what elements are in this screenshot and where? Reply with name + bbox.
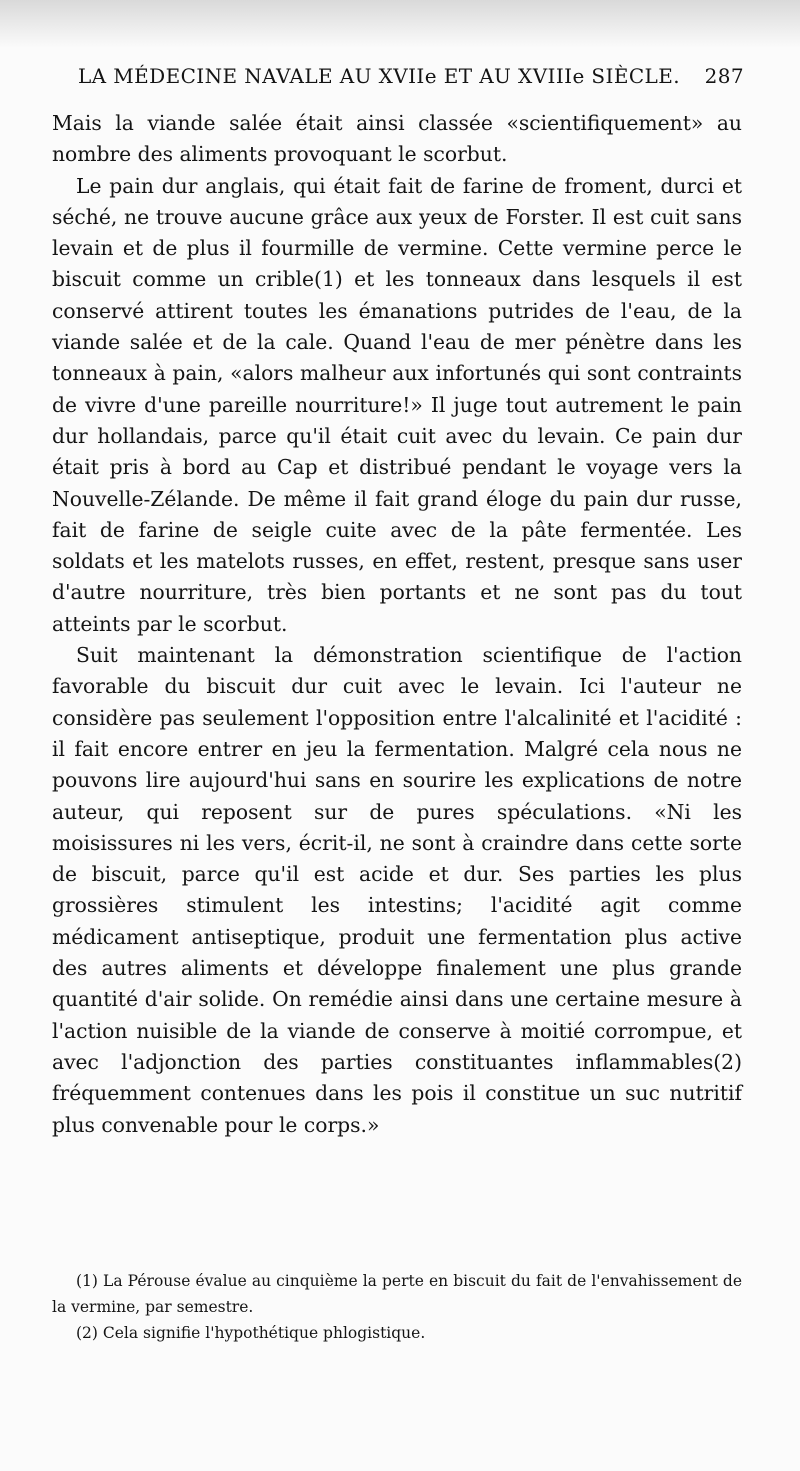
footnote-2: (2) Cela signifie l'hypothétique phlogistique.: [76, 1324, 426, 1342]
paragraph-3: Suit maintenant la démonstration scientifique de l'action favorable du biscuit dur cuit avec le levain. Ici l'auteur ne considère pas seulement l'opposition entre l'alcalinité et l'acidité : il fait encore entrer en jeu la fermentation. Malgré cela nous ne pouvons lire aujourd'hui sans en sourire les explications de notre auteur, qui reposent sur de pures spéculations. «Ni les moisissures ni les vers, écrit-il, ne sont à craindre dans cette sorte de biscuit, parce qu'il est acide et dur. Ses parties les plus grossières stimulent les intestins; l'acidité agit comme médicament antiseptique, produit une fermentation plus active des autres aliments et développe finalement une plus grande quantité d'air solide. On remédie ainsi dans une certaine mesure à l'action nuisible de la viande de conserve à moitié corrompue, et avec l'adjonction des parties constituantes inflammables(2) fréquemment contenues dans les pois il constitue un suc nutritif plus convenable pour le corps.»: [52, 643, 742, 1137]
running-head-title: LA MÉDECINE NAVALE AU XVIIe ET AU XVIIIe SIÈCLE.: [78, 64, 680, 88]
paragraph-2: Le pain dur anglais, qui était fait de farine de froment, durci et séché, ne trouve aucune grâce aux yeux de Forster. Il est cuit sans levain et de plus il fourmille de vermine. Cette vermine perce le biscuit comme un crible(1) et les tonneaux dans lesquels il est conservé attirent toutes les émanations putrides de l'eau, de la viande salée et de la cale. Quand l'eau de mer pénètre dans les tonneaux à pain, «alors malheur aux infortunés qui sont contraints de vivre d'une pareille nourriture!» Il juge tout autrement le pain dur hollandais, parce qu'il était cuit avec du levain. Ce pain dur était pris à bord au Cap et distribué pendant le voyage vers la Nouvelle-Zélande. De même il fait grand éloge du pain dur russe, fait de farine de seigle cuite avec de la pâte fermentée. Les soldats et les matelots russes, en effet, restent, presque sans user d'autre nourriture, très bien portants et ne sont pas du tout atteints par le scorbut.: [52, 173, 742, 636]
paragraph-1: Mais la viande salée était ainsi classée «scientifiquement» au nombre des aliments provoquant le scorbut.: [52, 111, 742, 167]
page-number: 287: [704, 64, 744, 88]
running-head: [52, 64, 744, 94]
footnotes: [52, 1268, 742, 1346]
footnote-1: (1) La Pérouse évalue au cinquième la perte en biscuit du fait de l'envahissement de la vermine, par semestre.: [52, 1272, 742, 1316]
scan-edge-shading: [0, 0, 800, 48]
body-text: [52, 108, 742, 1141]
